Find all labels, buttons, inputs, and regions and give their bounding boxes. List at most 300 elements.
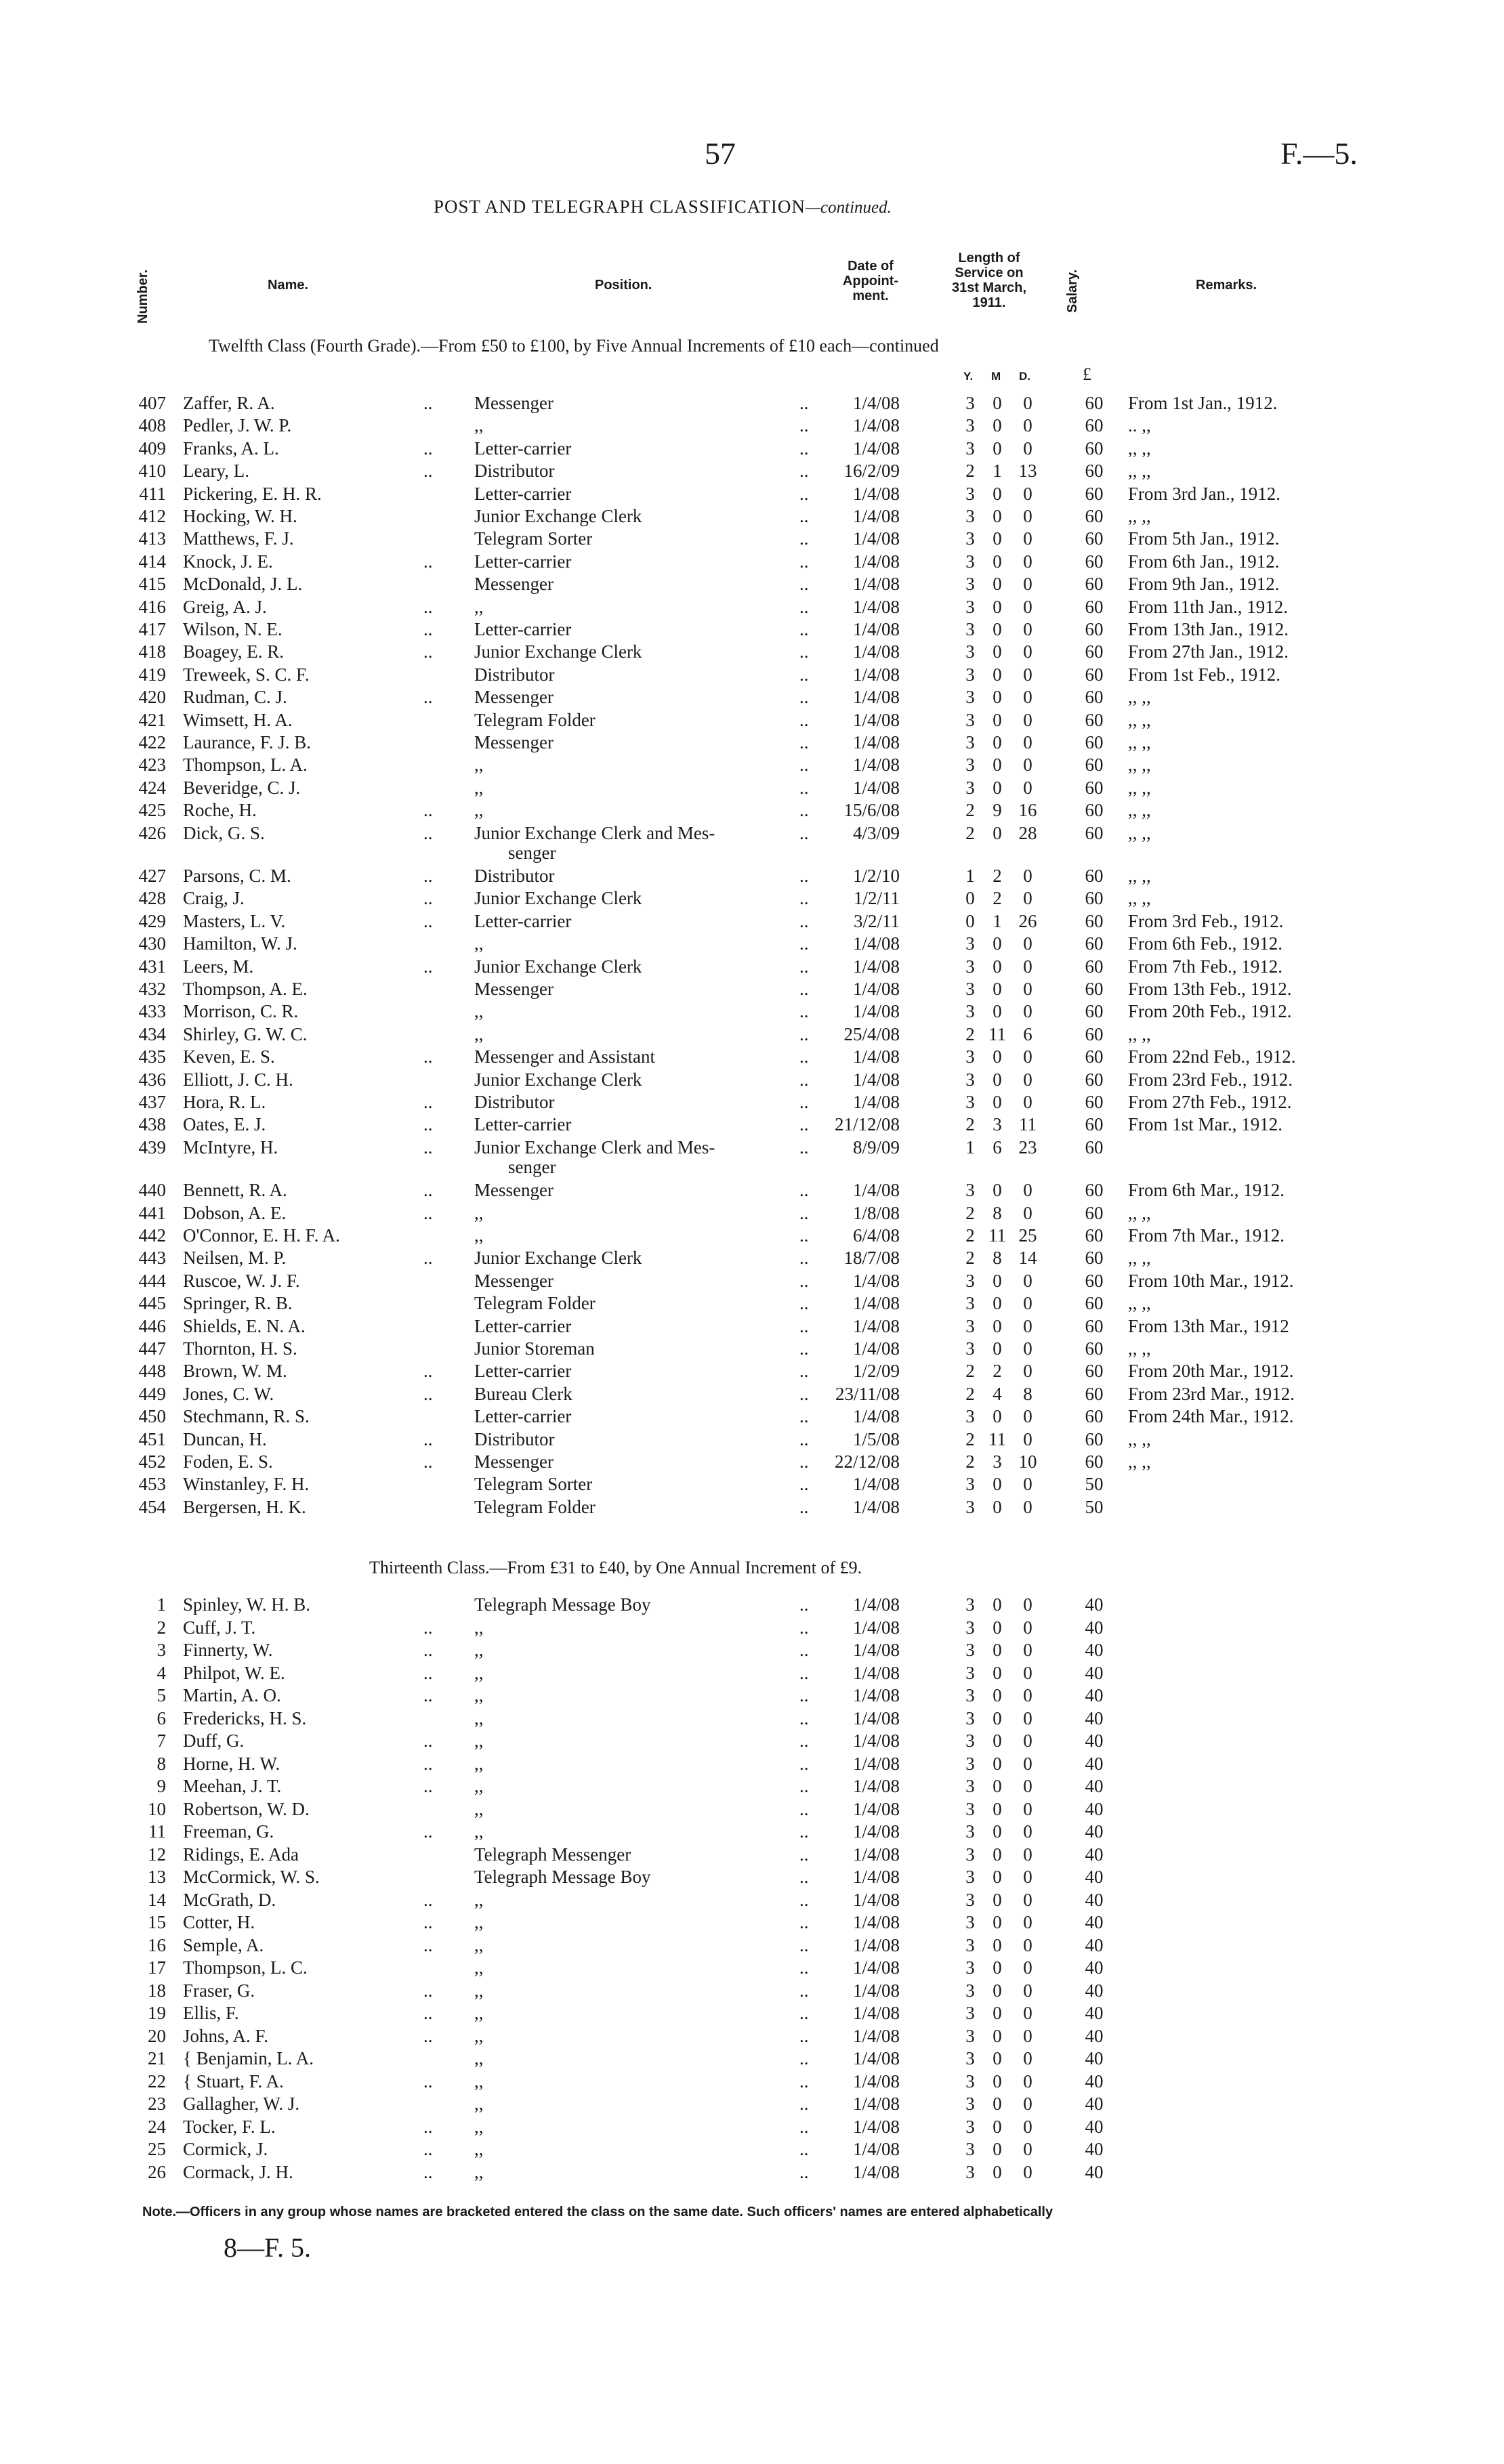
row-position: ,,	[474, 1912, 484, 1932]
row-salary: 60	[1085, 1338, 1104, 1359]
row-service-days: 28	[1018, 822, 1037, 843]
leader-dots: ..	[423, 461, 433, 482]
row-remarks: From 7th Feb., 1912.	[1128, 956, 1283, 977]
row-service-months: 0	[993, 415, 1002, 436]
header-service	[935, 251, 1043, 310]
row-name: Tocker, F. L.	[183, 2116, 276, 2137]
leader-dots: ..	[423, 1617, 433, 1638]
leader-dots: ..	[799, 755, 809, 776]
row-service-months: 0	[993, 1617, 1002, 1638]
row-appointment-date: 1/4/08	[852, 933, 900, 954]
row-service-months: 0	[993, 1069, 1002, 1090]
row-service-days: 0	[1023, 1707, 1032, 1728]
row-number: 443	[138, 1248, 166, 1269]
row-service-months: 0	[993, 664, 1002, 685]
row-service-years: 0	[965, 888, 975, 909]
row-remarks: From 1st Mar., 1912.	[1128, 1114, 1283, 1135]
row-name: Philpot, W. E.	[183, 1662, 285, 1683]
row-position: Distributor	[474, 664, 555, 685]
row-salary: 40	[1085, 2003, 1104, 2023]
row-service-years: 3	[965, 1338, 975, 1359]
row-appointment-date: 1/4/08	[852, 438, 900, 459]
row-service-days: 0	[1023, 1315, 1032, 1336]
row-service-months: 0	[993, 2161, 1002, 2182]
leader-dots: ..	[799, 2116, 809, 2137]
row-salary: 40	[1085, 2161, 1104, 2182]
row-service-years: 3	[965, 1821, 975, 1842]
table-row	[0, 663, 1504, 686]
table-row	[0, 1068, 1504, 1091]
row-position: Junior Exchange Clerk	[474, 506, 642, 526]
row-service-months: 0	[993, 1753, 1002, 1774]
table-row	[0, 1090, 1504, 1113]
row-service-years: 3	[965, 2161, 975, 2182]
row-appointment-date: 1/4/08	[852, 619, 900, 639]
row-service-years: 3	[965, 1776, 975, 1796]
row-remarks: ,, ,,	[1128, 732, 1151, 752]
row-appointment-date: 1/4/08	[852, 755, 900, 776]
leader-dots: ..	[423, 1730, 433, 1751]
leader-dots: ..	[799, 2139, 809, 2159]
page-reference: F.—5.	[1280, 136, 1358, 171]
row-service-days: 0	[1023, 551, 1032, 572]
row-position: Telegram Folder	[474, 1293, 596, 1314]
table-row	[0, 1136, 1504, 1159]
row-service-years: 3	[965, 415, 975, 436]
row-name: Johns, A. F.	[183, 2025, 269, 2046]
row-appointment-date: 1/4/08	[852, 1957, 900, 1978]
row-service-days: 0	[1023, 933, 1032, 954]
row-appointment-date: 23/11/08	[835, 1383, 900, 1404]
leader-dots: ..	[423, 1821, 433, 1842]
row-name: Zaffer, R. A.	[183, 393, 275, 413]
row-service-days: 0	[1023, 619, 1032, 639]
row-name: Leary, L.	[183, 461, 249, 482]
row-number: 423	[138, 755, 166, 776]
row-name: O'Connor, E. H. F. A.	[183, 1225, 340, 1246]
row-service-days: 0	[1023, 2025, 1032, 2046]
leader-dots: ..	[799, 800, 809, 821]
row-salary: 40	[1085, 1753, 1104, 1774]
row-remarks: From 20th Feb., 1912.	[1128, 1001, 1292, 1022]
row-salary: 40	[1085, 2070, 1104, 2091]
row-appointment-date: 1/4/08	[852, 2003, 900, 2023]
leader-dots: ..	[423, 1202, 433, 1223]
leader-dots: ..	[423, 1889, 433, 1910]
row-name: McDonald, J. L.	[183, 574, 303, 595]
row-appointment-date: 1/4/08	[852, 2048, 900, 2068]
row-appointment-date: 1/4/08	[852, 1867, 900, 1887]
row-salary: 40	[1085, 1957, 1104, 1978]
row-service-years: 3	[965, 596, 975, 617]
table-row	[0, 955, 1504, 978]
row-number: 452	[138, 1451, 166, 1472]
unit-days: D.	[1019, 370, 1030, 383]
row-salary: 40	[1085, 1889, 1104, 1910]
row-service-days: 0	[1023, 866, 1032, 886]
row-position: Junior Exchange Clerk and Mes-	[474, 1137, 715, 1157]
row-position: Letter-carrier	[474, 1361, 572, 1382]
row-salary: 60	[1085, 910, 1104, 931]
leader-dots: ..	[423, 1451, 433, 1472]
row-appointment-date: 1/4/08	[852, 1912, 900, 1932]
row-salary: 60	[1085, 1092, 1104, 1112]
row-appointment-date: 1/4/08	[852, 1315, 900, 1336]
row-number: 450	[138, 1406, 166, 1427]
row-service-months: 0	[993, 1180, 1002, 1201]
row-salary: 60	[1085, 415, 1104, 436]
row-remarks: From 7th Mar., 1912.	[1128, 1225, 1285, 1246]
row-service-days: 0	[1023, 596, 1032, 617]
leader-dots: ..	[799, 1912, 809, 1932]
row-remarks: ,, ,,	[1128, 1338, 1151, 1359]
row-position: Letter-carrier	[474, 438, 572, 459]
row-salary: 40	[1085, 1594, 1104, 1615]
row-number: 418	[138, 641, 166, 662]
row-remarks: From 13th Jan., 1912.	[1128, 619, 1289, 639]
table-row	[0, 1798, 1504, 1821]
row-service-days: 0	[1023, 1640, 1032, 1660]
row-salary: 40	[1085, 1730, 1104, 1751]
leader-dots: ..	[423, 596, 433, 617]
row-name: Pedler, J. W. P.	[183, 415, 292, 436]
row-position: ,,	[474, 1001, 484, 1022]
row-service-months: 0	[993, 979, 1002, 999]
row-service-years: 3	[965, 979, 975, 999]
leader-dots: ..	[799, 1662, 809, 1683]
table-row	[0, 1911, 1504, 1934]
row-service-days: 0	[1023, 755, 1032, 776]
table-row	[0, 1113, 1504, 1136]
leader-dots: ..	[423, 1776, 433, 1796]
row-appointment-date: 6/4/08	[852, 1225, 900, 1246]
row-salary: 60	[1085, 1293, 1104, 1314]
leader-dots: ..	[423, 956, 433, 977]
row-service-years: 1	[965, 866, 975, 886]
row-position: Distributor	[474, 461, 555, 482]
row-service-days: 0	[1023, 1685, 1032, 1705]
row-service-days: 0	[1023, 1980, 1032, 2001]
row-name: Franks, A. L.	[183, 438, 279, 459]
leader-dots: ..	[799, 1730, 809, 1751]
table-row	[0, 2001, 1504, 2024]
row-number: 427	[138, 866, 166, 886]
leader-dots: ..	[799, 641, 809, 662]
row-name: Cormack, J. H.	[183, 2161, 293, 2182]
row-service-days: 0	[1023, 1957, 1032, 1978]
leader-dots: ..	[423, 2070, 433, 2091]
row-service-months: 0	[993, 777, 1002, 798]
row-service-months: 0	[993, 506, 1002, 526]
leader-dots: ..	[799, 1248, 809, 1269]
leader-dots: ..	[799, 506, 809, 526]
row-number: 446	[138, 1315, 166, 1336]
row-number: 17	[148, 1957, 166, 1978]
row-appointment-date: 1/4/08	[852, 1640, 900, 1660]
row-salary: 40	[1085, 1640, 1104, 1660]
table-row	[0, 864, 1504, 887]
row-service-months: 0	[993, 1001, 1002, 1022]
row-name: Gallagher, W. J.	[183, 2094, 300, 2114]
row-salary: 60	[1085, 709, 1104, 730]
row-service-days: 0	[1023, 1406, 1032, 1427]
row-remarks: From 6th Jan., 1912.	[1128, 551, 1280, 572]
row-position: Distributor	[474, 1428, 555, 1449]
row-service-months: 2	[993, 1361, 1002, 1382]
row-service-years: 3	[965, 709, 975, 730]
leader-dots: ..	[799, 888, 809, 909]
row-service-months: 0	[993, 393, 1002, 413]
leader-dots: ..	[799, 1594, 809, 1615]
row-name: Parsons, C. M.	[183, 866, 291, 886]
leader-dots: ..	[799, 933, 809, 954]
leader-dots: ..	[423, 866, 433, 886]
row-service-days: 0	[1023, 641, 1032, 662]
row-salary: 60	[1085, 1114, 1104, 1135]
row-name: Springer, R. B.	[183, 1293, 293, 1314]
row-service-years: 3	[965, 1912, 975, 1932]
row-position: Telegram Sorter	[474, 528, 593, 549]
table-row	[0, 1292, 1504, 1315]
leader-dots: ..	[799, 866, 809, 886]
footer-signature: 8—F. 5.	[224, 2232, 312, 2263]
header-position: Position.	[595, 278, 652, 293]
row-service-days: 0	[1023, 528, 1032, 549]
row-salary: 60	[1085, 1270, 1104, 1291]
row-name: Semple, A.	[183, 1934, 264, 1955]
row-number: 11	[148, 1821, 166, 1842]
row-appointment-date: 1/4/08	[852, 1753, 900, 1774]
row-appointment-date: 1/4/08	[852, 709, 900, 730]
row-service-days: 0	[1023, 979, 1032, 999]
row-name: Oates, E. J.	[183, 1114, 266, 1135]
table-row	[0, 527, 1504, 550]
row-remarks: From 10th Mar., 1912.	[1128, 1270, 1294, 1291]
row-service-months: 0	[993, 596, 1002, 617]
table-row	[0, 595, 1504, 618]
row-service-days: 0	[1023, 1617, 1032, 1638]
row-service-days: 0	[1023, 888, 1032, 909]
row-name: Foden, E. S.	[183, 1451, 273, 1472]
row-number: 426	[138, 822, 166, 843]
table-row	[0, 1359, 1504, 1382]
row-service-months: 0	[993, 1293, 1002, 1314]
table-row	[0, 1934, 1504, 1957]
row-number: 436	[138, 1069, 166, 1090]
row-service-years: 3	[965, 933, 975, 954]
row-appointment-date: 1/4/08	[852, 1046, 900, 1067]
row-service-years: 3	[965, 1496, 975, 1517]
leader-dots: ..	[799, 956, 809, 977]
row-salary: 60	[1085, 1248, 1104, 1269]
table-row	[0, 1616, 1504, 1639]
row-service-days: 0	[1023, 393, 1032, 413]
row-name: McIntyre, H.	[183, 1137, 278, 1157]
row-service-months: 0	[993, 1270, 1002, 1291]
row-name: Cotter, H.	[183, 1912, 255, 1932]
row-position: Distributor	[474, 1092, 555, 1112]
row-name: Knock, J. E.	[183, 551, 273, 572]
row-remarks: From 1st Jan., 1912.	[1128, 393, 1278, 413]
row-number: 407	[138, 393, 166, 413]
row-appointment-date: 1/4/08	[852, 1730, 900, 1751]
leader-dots: ..	[423, 551, 433, 572]
row-remarks: From 27th Jan., 1912.	[1128, 641, 1289, 662]
row-service-days: 0	[1023, 1046, 1032, 1067]
row-remarks: ,, ,,	[1128, 1428, 1151, 1449]
row-remarks: From 23rd Feb., 1912.	[1128, 1069, 1293, 1090]
row-service-months: 1	[993, 461, 1002, 482]
leader-dots: ..	[799, 1315, 809, 1336]
row-salary: 60	[1085, 888, 1104, 909]
row-service-months: 1	[993, 910, 1002, 931]
header-service-line4: 1911.	[972, 295, 1006, 310]
row-salary: 60	[1085, 866, 1104, 886]
row-name: Stechmann, R. S.	[183, 1406, 310, 1427]
leader-dots: ..	[799, 910, 809, 931]
table-row	[0, 1888, 1504, 1911]
row-number: 425	[138, 800, 166, 821]
row-service-months: 0	[993, 1889, 1002, 1910]
row-position: ,,	[474, 2139, 484, 2159]
row-service-years: 3	[965, 1180, 975, 1201]
row-appointment-date: 1/4/08	[852, 574, 900, 595]
row-number: 4	[156, 1662, 166, 1683]
row-position: ,,	[474, 933, 484, 954]
row-appointment-date: 1/2/10	[852, 866, 900, 886]
leader-dots: ..	[799, 1753, 809, 1774]
row-appointment-date: 22/12/08	[834, 1451, 900, 1472]
row-service-days: 0	[1023, 709, 1032, 730]
row-service-days: 0	[1023, 415, 1032, 436]
row-salary: 40	[1085, 1912, 1104, 1932]
row-name: Pickering, E. H. R.	[183, 483, 322, 504]
row-position: ,,	[474, 1980, 484, 2001]
row-remarks: ,, ,,	[1128, 461, 1151, 482]
leader-dots: ..	[799, 1406, 809, 1427]
table-row	[0, 1428, 1504, 1451]
row-position: ,,	[474, 1776, 484, 1796]
row-remarks: From 6th Feb., 1912.	[1128, 933, 1283, 954]
table-row	[0, 731, 1504, 754]
row-service-months: 0	[993, 1315, 1002, 1336]
row-number: 6	[156, 1707, 166, 1728]
row-service-years: 3	[965, 483, 975, 504]
table-row	[0, 1202, 1504, 1225]
row-service-months: 0	[993, 2094, 1002, 2114]
row-appointment-date: 21/12/08	[834, 1114, 900, 1135]
row-service-months: 0	[993, 1662, 1002, 1683]
row-number: 12	[148, 1844, 166, 1865]
row-service-months: 0	[993, 933, 1002, 954]
table-row	[0, 932, 1504, 955]
leader-dots: ..	[799, 2094, 809, 2114]
row-remarks: ,, ,,	[1128, 800, 1151, 821]
row-salary: 60	[1085, 438, 1104, 459]
row-number: 424	[138, 777, 166, 798]
row-service-months: 0	[993, 1474, 1002, 1495]
row-appointment-date: 1/4/08	[852, 664, 900, 685]
table-row	[0, 1729, 1504, 1752]
row-salary: 60	[1085, 933, 1104, 954]
leader-dots: ..	[423, 687, 433, 708]
row-name: McCormick, W. S.	[183, 1867, 320, 1887]
position-continuation: senger	[508, 843, 556, 863]
row-service-months: 2	[993, 888, 1002, 909]
row-service-months: 0	[993, 956, 1002, 977]
row-remarks: From 22nd Feb., 1912.	[1128, 1046, 1296, 1067]
row-name: Thompson, L. A.	[183, 755, 308, 776]
row-number: 7	[156, 1730, 166, 1751]
row-number: 14	[148, 1889, 166, 1910]
row-salary: 60	[1085, 1406, 1104, 1427]
row-position: Messenger	[474, 574, 553, 595]
row-position: ,,	[474, 1730, 484, 1751]
row-salary: 60	[1085, 1202, 1104, 1223]
table-row	[0, 685, 1504, 708]
row-service-years: 2	[965, 1023, 975, 1044]
row-position: Junior Exchange Clerk and Mes-	[474, 822, 715, 843]
row-name: { Benjamin, L. A.	[183, 2048, 314, 2068]
row-service-months: 0	[993, 1046, 1002, 1067]
leader-dots: ..	[799, 2025, 809, 2046]
leader-dots: ..	[799, 1934, 809, 1955]
row-name: Thornton, H. S.	[183, 1338, 297, 1359]
row-service-days: 10	[1018, 1451, 1037, 1472]
row-name: Keven, E. S.	[183, 1046, 275, 1067]
row-remarks: From 24th Mar., 1912.	[1128, 1406, 1294, 1427]
row-number: 439	[138, 1137, 166, 1157]
row-service-months: 0	[993, 1496, 1002, 1517]
row-name: Freeman, G.	[183, 1821, 274, 1842]
leader-dots: ..	[423, 1383, 433, 1404]
leader-dots: ..	[799, 1980, 809, 2001]
row-position: ,,	[474, 1889, 484, 1910]
row-position: Distributor	[474, 866, 555, 886]
leader-dots: ..	[799, 1046, 809, 1067]
row-remarks: ,, ,,	[1128, 1248, 1151, 1269]
table-row	[0, 1707, 1504, 1730]
leader-dots: ..	[799, 1617, 809, 1638]
table-row	[0, 1472, 1504, 1495]
leader-dots: ..	[799, 1202, 809, 1223]
row-name: Cuff, J. T.	[183, 1617, 256, 1638]
leader-dots: ..	[799, 2070, 809, 2091]
row-position: Telegraph Messenger	[474, 1844, 631, 1865]
row-service-months: 0	[993, 2116, 1002, 2137]
leader-dots: ..	[423, 1912, 433, 1932]
row-service-years: 3	[965, 438, 975, 459]
row-appointment-date: 1/4/08	[852, 1594, 900, 1615]
row-service-days: 0	[1023, 1069, 1032, 1090]
row-service-months: 0	[993, 1406, 1002, 1427]
leader-dots: ..	[799, 528, 809, 549]
leader-dots: ..	[799, 1180, 809, 1201]
table-row	[0, 1337, 1504, 1360]
table-row	[0, 1045, 1504, 1068]
row-name: Elliott, J. C. H.	[183, 1069, 293, 1090]
row-number: 411	[139, 483, 166, 504]
leader-dots: ..	[799, 551, 809, 572]
row-salary: 40	[1085, 1662, 1104, 1683]
leader-dots: ..	[423, 1662, 433, 1683]
row-salary: 60	[1085, 574, 1104, 595]
row-service-days: 13	[1018, 461, 1037, 482]
row-remarks: From 20th Mar., 1912.	[1128, 1361, 1294, 1382]
table-row	[0, 1178, 1504, 1202]
row-service-months: 11	[988, 1023, 1006, 1044]
leader-dots: ..	[799, 1361, 809, 1382]
